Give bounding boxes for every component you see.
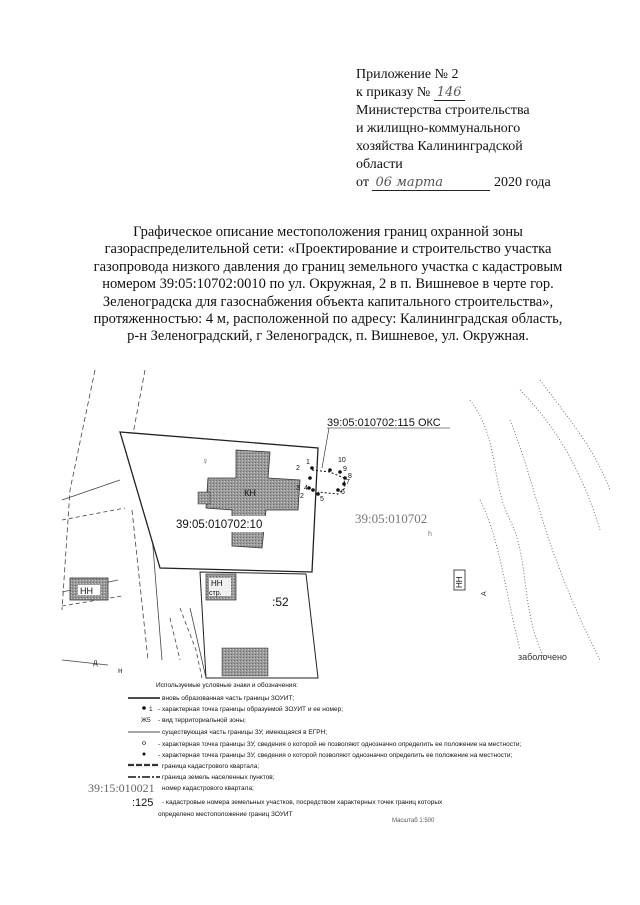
description-line: газораспределительной сети: «Проектирование и строительство участка <box>104 241 552 258</box>
parcel-oks-label: 39:05:010702:115 ОКС <box>327 417 441 429</box>
order-number-handwritten: 146 <box>434 86 465 101</box>
ministry-line-1: Министерства строительства <box>356 103 530 118</box>
parcel-52 <box>200 572 318 678</box>
legend-item: существующая часть границы ЗУ, имеющаяся в ЕГРН; <box>162 729 328 736</box>
point-label: 9 <box>343 466 347 473</box>
small-letter: н <box>118 666 123 675</box>
date-prefix: от <box>356 175 369 190</box>
building-nn-right-label: НН <box>455 576 464 588</box>
point-label: 7 <box>346 479 350 486</box>
legend-sym-zone: Ж5 <box>141 717 151 724</box>
marsh-area <box>470 380 610 660</box>
fence-label: заболочено <box>518 652 567 662</box>
point-label: 3 <box>296 485 300 492</box>
order-header <box>356 66 616 192</box>
document-description <box>64 224 592 346</box>
point-label: 4 <box>304 485 308 492</box>
legend-item: - характерная точка границы ЗУ, сведения о которой не позволяют однозначно определить ее положение на местности; <box>158 741 522 748</box>
legend-item: определено местоположение границ ЗОУИТ <box>158 811 293 818</box>
scale-fragment: Масштаб 1:500 <box>392 818 435 824</box>
building-str-label: стр. <box>209 590 222 597</box>
parcel-main-label: 39:05:010702:10 <box>176 519 263 531</box>
description-line: протяженностью: 4 м, расположенной по адресу: Калининградская область, <box>93 311 563 328</box>
quarter-label: 39:05:010702 <box>355 511 428 526</box>
building-nn-label: НН <box>80 586 93 596</box>
order-date-line <box>356 174 616 192</box>
description-line: Графическое описание местоположения границ охранной зоны <box>133 224 523 240</box>
legend-item: вновь образованная часть границы ЗОУИТ; <box>162 695 295 702</box>
description-line: р-н Зеленоградский, г Зеленоградск, п. Вишневое, ул. Окружная. <box>127 328 529 345</box>
order-prefix: к приказу № <box>356 85 431 100</box>
building-nn-left <box>70 578 108 600</box>
point-label: 6 <box>341 489 345 496</box>
legend-sym-parcel: :125 <box>132 797 154 809</box>
small-letter: д <box>93 658 98 667</box>
legend <box>88 681 522 824</box>
appendix-number: Приложение № 2 <box>356 67 459 82</box>
description-line: газопровода низкого давления до границ земельного участка с кадастровым <box>93 258 563 275</box>
description-line: Зеленоградска для газоснабжения объекта капитального строительства», <box>102 293 554 310</box>
legend-item: - характерная точка границы образуемой ЗОУИТ и ее номер; <box>158 706 344 713</box>
legend-item: граница кадастрового квартала; <box>162 763 260 770</box>
ministry-line-4: области <box>356 157 403 172</box>
point-label: 10 <box>338 457 346 464</box>
legend-item: - вид территориальной зоны; <box>158 717 246 724</box>
order-ref-line <box>356 84 616 102</box>
building-nn-str-label: НН <box>211 579 223 588</box>
building-kn-label: КН <box>244 488 256 498</box>
legend-title: Используемые условные знаки и обозначения: <box>156 682 298 689</box>
point-label: 1 <box>306 459 310 466</box>
legend-item: - кадастровые номера земельных участков, посредством характерных точек границ которых <box>162 799 443 806</box>
date-handwritten: 06 марта <box>372 176 490 191</box>
legend-item: граница земель населенных пунктов; <box>162 774 275 781</box>
small-letter: h <box>428 531 432 538</box>
cadastral-map <box>0 360 640 830</box>
legend-item: - характерная точка границы ЗУ, сведения о которой позволяют однозначно определить ее положение на местности; <box>158 752 513 759</box>
small-letter: А <box>481 591 488 596</box>
point-label: 2 <box>300 493 304 500</box>
building-nn-right <box>454 570 465 590</box>
point-label: 2 <box>296 465 300 472</box>
ministry-line-2: и жилищно-коммунального <box>356 121 521 136</box>
point-label: 5 <box>320 496 324 503</box>
small-mark: ♀ <box>202 456 209 466</box>
point-label: 8 <box>348 473 352 480</box>
legend-sym-quarter: 39:15:010021 <box>88 781 155 795</box>
parcel-main <box>120 432 318 572</box>
legend-sym-point: 1 <box>149 706 153 713</box>
legend-item: номер кадастрового квартала; <box>162 785 254 792</box>
parcel-52-label: :52 <box>272 595 289 609</box>
ministry-line-3: хозяйства Калининградской <box>356 139 523 154</box>
date-year: 2020 года <box>493 175 551 190</box>
description-line: номером 39:05:10702:0010 по ул. Окружная, 2 в п. Вишневое в черте гор. <box>102 276 554 293</box>
